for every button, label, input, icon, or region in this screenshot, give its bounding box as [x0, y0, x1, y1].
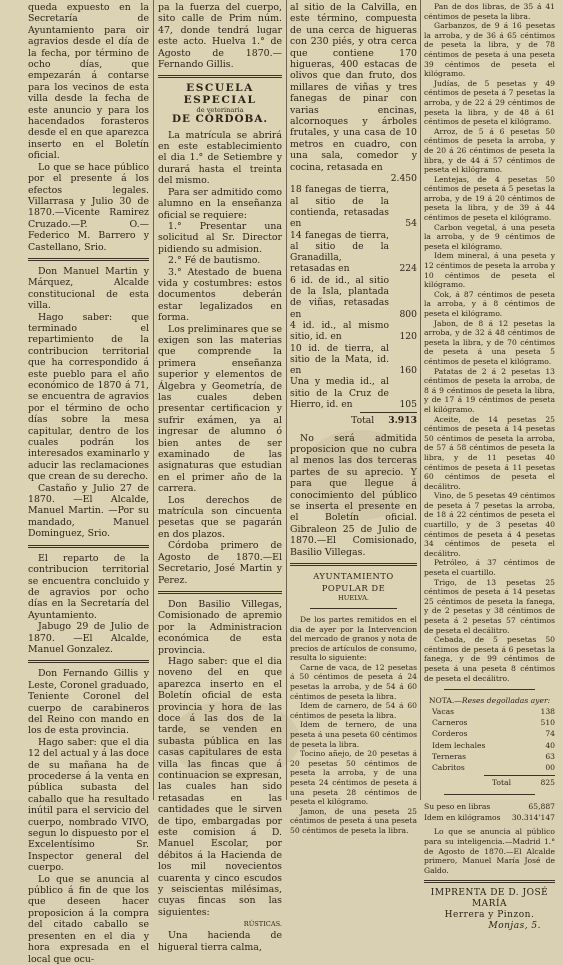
price-item: Carne de vaca, de 12 pesetas á 50 céntimos de peseta á 24 pesetas la arroba, y de 54 á 60 céntimos de peseta la libra.: [290, 662, 417, 701]
price-item: Jabon, de 8 á 12 pesetas la arroba, y de 32 á 48 céntimos de peseta la libra, y de 70 céntimos de peseta á una peseta 5 céntimos de peseta el kilógramo.: [424, 318, 555, 366]
weight-label: Idem en kilógramos: [424, 813, 501, 823]
section-divider: [424, 880, 555, 883]
notice-paragraph: Lo que se anuncia al público á fin de que los que deseen hacer proposicion á la compra del citado caballo se presenten en el dia y hora expresada en el local que ocu-: [28, 873, 149, 965]
slaughter-total: [424, 777, 555, 788]
section-heading: AYUNTAMIENTO POPULAR DE: [313, 571, 394, 593]
animal-label: Corderos: [432, 729, 468, 739]
price-item: Vino, de 5 pesetas 49 céntimos de peseta á 7 pesetas la arroba, de 18 á 22 céntimos de peseta el cuartillo, y de 3 pesetas 40 céntimos de peseta á 4 pesetas 34 céntimos de peseta el decálitro.: [424, 491, 555, 558]
section-divider: [28, 258, 149, 261]
notice-paragraph: pa la fuerza del cuerpo, sito calle de Prim núm. 47, donde tendrá lugar este acto. Huelva 1.° de Agosto de 1870.—Fernando Gillis.: [158, 2, 282, 71]
section-divider: [158, 75, 282, 78]
slaughter-row: [424, 717, 555, 728]
valuation-amount: 800: [399, 308, 417, 320]
valuation-desc: 18 fanegas de tierra, al sitio de la contienda, retasadas en: [290, 184, 389, 230]
animal-count: 510: [540, 718, 555, 728]
weight-label: Su peso en libras: [424, 801, 491, 811]
notice-signature: Córdoba primero de Agosto de 1870.—El Secretario, José Martin y Perez.: [158, 540, 282, 586]
section-divider: [28, 660, 149, 663]
valuation-row: [290, 320, 417, 343]
prices-list: [424, 2, 555, 683]
price-item: Carbon vegetal, á una peseta la arroba, y de 9 céntimos de peseta el kilógramo.: [424, 222, 555, 251]
section-divider: [444, 689, 535, 690]
column-2: [158, 2, 282, 953]
prices-block: [290, 615, 417, 836]
column-3: [290, 2, 417, 835]
section-divider: [310, 608, 397, 609]
price-item: Aceite, de 14 pesetas 25 céntimos de peseta á 14 pesetas 50 céntimos de peseta la arroba, de 57 á 58 céntimos de peseta la libra, y de 11 pesetas 40 céntimos de peseta á 11 pesetas 60 céntimos de peseta el decálitro.: [424, 414, 555, 491]
valuation-desc: 10 id. de tierra, al sitio de la Mata, id. en: [290, 342, 389, 377]
valuation-amount: 224: [399, 263, 417, 275]
valuation-amount: 160: [399, 365, 417, 377]
notice-paragraph: Una hacienda de higueral tierra calma,: [158, 930, 282, 953]
notice-paragraph: El reparto de la contribucion territorial se encuentra concluido y de agravios por ocho días en la Secretaría del Ayuntamiento.: [28, 552, 149, 621]
valuation-row: [290, 184, 417, 229]
price-item: Cebada, de 5 pesetas 50 céntimos de peseta á 6 pesetas la fanega, y de 99 céntimos de peseta á una peseta 8 céntimos de peseta el decálitro.: [424, 635, 555, 683]
price-item: Jamon, de una peseta 25 céntimos de peseta á una peseta 50 céntimos de peseta la libra.: [290, 806, 417, 835]
price-item: Patatas de 2 á 2 pesetas 13 céntimos de peseta la arroba, de 8 á 9 céntimos de peseta la libra, y de 17 á 19 céntimos de peseta el kilógramo.: [424, 366, 555, 414]
valuation-desc: [290, 173, 389, 184]
slaughter-table: [424, 706, 555, 774]
column-rule: [286, 0, 287, 800]
section-subheading: HUELVA.: [338, 593, 369, 602]
requirement-item: 2.° Fé de bautismo.: [168, 255, 261, 267]
animal-count: 74: [545, 729, 555, 739]
animal-count: 63: [545, 751, 555, 761]
column-1: [28, 2, 149, 965]
notice-paragraph: De los partes remitidos en el dia de ayer por la Intervencion del mercado de granos y nota de precios de artículos de consumo, resulta lo siguiente:: [290, 614, 417, 663]
nota-title: Reses degolladas ayer:: [461, 696, 551, 706]
price-item: Tocino añejo, de 20 pesetas á 20 pesetas 50 céntimos de peseta la arroba, y de una peseta 24 céntimos de peseta á una peseta 28 céntimos de peseta el kilógramo.: [290, 749, 417, 807]
valuation-row: [290, 173, 417, 184]
notice-heading: Don Basilio Villegas, Comisionado de apremio por la Administracion económica de esta provincia.: [158, 598, 282, 656]
notice-heading: Don Fernando Gillis y Leste, Coronel graduado, Teniente Coronel del cuerpo de carabineros del Reino con mando en los de esta provincia.: [28, 668, 149, 737]
valuation-amount: 2.450: [390, 173, 417, 185]
notice-paragraph: al sitio de la Calvilla, en este término, compuesta de una cerca de higueras con 230 piés, y otra cerca que contiene 170 higueras, 400 estacas de olivos que dan fruto, dos millares de viñas y tres fanegas de pinar con varias encinas, alcornoques y árboles frutales, y una casa de 10 metros en cuadro, con una sala, comedor y cocina, retasada en: [290, 2, 417, 173]
price-item: Idem de carnero, de 54 á 60 céntimos de peseta la libra.: [290, 701, 417, 720]
price-item: Arroz, de 5 á 6 pesetas 50 céntimos de peseta la arroba, y de 20 á 26 céntimos de peseta la libra, y de 44 á 57 céntimos de peseta el kilógramo.: [424, 126, 555, 175]
animal-label: Carneros: [432, 718, 468, 728]
slaughter-row: [424, 762, 555, 773]
notice-paragraph: Los preliminares que se exigen son las materias que comprende la primera enseñanza superior y elementos de Álgebra y Geometría, de las cuales deben presentar certificacion y sufrir exámen, ya al ingresar de alumno ó bien antes de ser examinado de las asignaturas que estudian en el primer año de la carrera.: [158, 323, 282, 495]
animal-label: Vacas: [432, 706, 454, 716]
valuation-amount: 105: [399, 399, 417, 411]
valuation-table: [290, 173, 417, 410]
notice-paragraph: Los derechos de matrícula son cincuenta pesetas que se pagarán en dos plazos.: [158, 494, 282, 540]
subsection-label: RÚSTICAS.: [243, 920, 282, 929]
notice-paragraph: La matrícula se abrirá en este establecimiento el dia 1.° de Setiembre y durará hasta el treinta del mismo.: [158, 129, 282, 187]
price-item: Idem mineral, á una peseta y 12 céntimos de peseta la arroba y 10 céntimos de peseta el kilógramo.: [424, 251, 555, 290]
valuation-desc: Una y media id., al sitio de la Cruz de Hierro, id. en: [290, 376, 389, 411]
printer-address: Monjas, 5.: [488, 921, 541, 932]
section-heading: ESCUELA ESPECIAL: [183, 82, 257, 106]
valuation-total: [290, 415, 417, 426]
price-item: Cok, á 87 céntimos de peseta la arroba, y á 8 céntimos de peseta el kilógramo.: [424, 289, 555, 318]
price-item: Lentejas, de 4 pesetas 50 céntimos de peseta á 5 pesetas la arroba, y de 19 á 20 céntimos de peseta la libra, y de 39 á 44 céntimos de peseta el kilógramo.: [424, 174, 555, 223]
notice-signature: Castaño y Julio 27 de 1870. —El Alcalde, Manuel Martin. —Por su mandado, Manuel Dominguez, Srio.: [28, 482, 149, 540]
notice-paragraph: queda expuesto en la Secretaría de Ayuntamiento para oir agravios desde el día de la fecha, por término de ocho días, que empezarán á contarse para los vecinos de esta villa desde la fecha de este anuncio y para los hacendados forasteros desde el en que aparezca inserto en el Boletín oficial.: [28, 2, 149, 162]
animal-count: 138: [540, 706, 555, 716]
total-value: 3.913: [388, 415, 417, 427]
animal-count: 40: [545, 740, 555, 750]
weight-value: 65,887: [528, 801, 555, 811]
slaughter-row: [424, 706, 555, 717]
animal-label: Terneras: [432, 751, 467, 761]
section-divider: [290, 563, 417, 566]
valuation-row: [290, 230, 417, 275]
slaughter-row: [424, 728, 555, 739]
notice-paragraph: Hago saber: que el dia noveno del en que aparezca inserto en el Boletín oficial de esta provincia y hora de las doce á las dos de la tarde, se venden en subasta pública en las casas capitulares de esta villa las fincas que á continuacion se expresan, las cuales han sido retasadas en las cantidades que le sirven de tipo, embargadas por este comision á D. Manuel Escolar, por débitos á la Hacienda de los mil novecientos cuarenta y cinco escudos y seiscientas milésimas, cuyas fincas son las siguientes:: [158, 655, 282, 918]
nota-label: NOTA.—: [428, 696, 462, 706]
requirement-item: 3.° Atestado de buena vida y costumbres: estos documentos deberán estar legalizados en forma.: [158, 266, 282, 324]
animal-label: Idem lechales: [432, 740, 486, 750]
price-item: Trigo, de 13 pesetas 25 céntimos de peseta á 14 pesetas 25 céntimos de peseta la fanega, y de 2 pesetas y 38 céntimos de peseta á 2 pesetas 57 céntimos de peseta el decálitro.: [424, 577, 555, 635]
valuation-desc: 14 fanegas de tierra, al sitio de la Granadilla, retasadas en: [290, 229, 389, 275]
weight-value: 30.314'147: [511, 813, 555, 823]
price-item: Idem de ternero, de una peseta á una peseta 60 céntimos de peseta la libra.: [290, 720, 417, 749]
requirement-item: 1.° Presentar una solicitud al Sr. Director pidiendo su admision.: [158, 220, 282, 255]
notice-signature: Lo que se anuncia al público para su inteligencia.—Madrid 1.° de Agosto de 1870.—El Alcalde primero, Manuel María José de Galdo.: [424, 827, 555, 875]
weight-table: [424, 801, 555, 824]
price-item: Petróleo, á 37 céntimos de peseta el cuartillo.: [424, 558, 555, 578]
section-divider: [158, 591, 282, 594]
total-label: Total: [491, 777, 511, 787]
column-rule: [420, 0, 421, 800]
notice-paragraph: No será admitida proposicion que no cubra al menos las dos terceras partes de su aprecio. Y para que llegue á conocimiento del público se inserta el presente en el Boletín oficial. Gibraleon 25 de Julio de 1870.—El Comisionado, Basilio Villegas.: [290, 432, 417, 558]
total-rule: [360, 412, 417, 413]
animal-label: Cabritos: [432, 763, 465, 773]
notice-paragraph: Lo que se hace público por el presente á los efectos legales. Villarrasa y Julio 30 de 1870.—Vicente Ramirez Cruzado.—P. O.—Federico M. Barrero y Castellano, Srio.: [28, 161, 149, 253]
valuation-row: [290, 343, 417, 377]
valuation-amount: 54: [405, 218, 417, 230]
valuation-desc: 6 id. de id., al sitio de la Isla, plantada de viñas, retasadas en: [290, 274, 389, 320]
valuation-amount: 120: [399, 331, 417, 343]
price-item: Garbanzos, de 9 á 16 pesetas la arroba, y de 36 á 65 céntimos de peseta la libra, y de 78 céntimos de peseta á una peseta 39 céntimos de peseta el kilógramo.: [424, 21, 555, 79]
notice-paragraph: Hago saber: que el dia 12 del actual y á las doce de su mañana ha de procederse á la venta en pública subasta del caballo que ha resultado inútil para el servicio del cuerpo, nombrado VIVO, segun lo dispuesto por el Excelentísimo Sr. Inspector general del cuerpo.: [28, 736, 149, 874]
section-divider: [28, 545, 149, 548]
animal-count: 00: [545, 763, 555, 773]
printer-imprint: IMPRENTA DE D. JOSÉ MARÍA: [430, 888, 549, 910]
column-rule: [153, 0, 154, 800]
section-city: DE CÓRDOBA.: [171, 113, 269, 126]
slaughter-row: [424, 751, 555, 762]
price-item: Pan de dos libras, de 35 á 41 céntimos de peseta la libra.: [424, 2, 555, 21]
valuation-row: [290, 275, 417, 320]
total-value: 825: [540, 777, 555, 787]
total-rule: [484, 775, 555, 776]
valuation-row: [290, 376, 417, 410]
section-divider: [444, 794, 535, 795]
slaughter-row: [424, 740, 555, 751]
notice-signature: Jabugo 29 de Julio de 1870. —El Alcalde, Manuel Gonzalez.: [28, 621, 149, 655]
nota-heading: [424, 696, 555, 706]
valuation-desc: 4 id. id., al mismo sitio, id. en: [290, 319, 389, 343]
notice-paragraph: Para ser admitido como alumno en la enseñanza oficial se requiere:: [158, 186, 282, 221]
notice-heading: Don Manuel Martin y Márquez, Alcalde constitucional de esta villa.: [28, 265, 149, 312]
total-label: Total: [351, 415, 375, 427]
printer-name: Herrera y Pinzon.: [444, 910, 535, 921]
price-item: Judías, de 5 pesetas y 49 céntimos de peseta á 7 pesetas la arroba, y de 22 á 29 céntimos de peseta la libra, y de 48 á 61 céntimos de peseta el kilógramo.: [424, 78, 555, 127]
column-4: [424, 2, 555, 932]
section-subheading: de veterinaria: [196, 106, 244, 115]
notice-paragraph: Hago saber: que terminado el repartimiento de la contribucion territorial que ha correspondido á este pueblo para el año económico de 1870 á 71, se encuentra de agravios por el término de ocho días sobre la mesa capitular, dentro de los cuales podrán los interesados examinarlo y aducir las reclamaciones que crean de su derecho.: [28, 311, 149, 483]
